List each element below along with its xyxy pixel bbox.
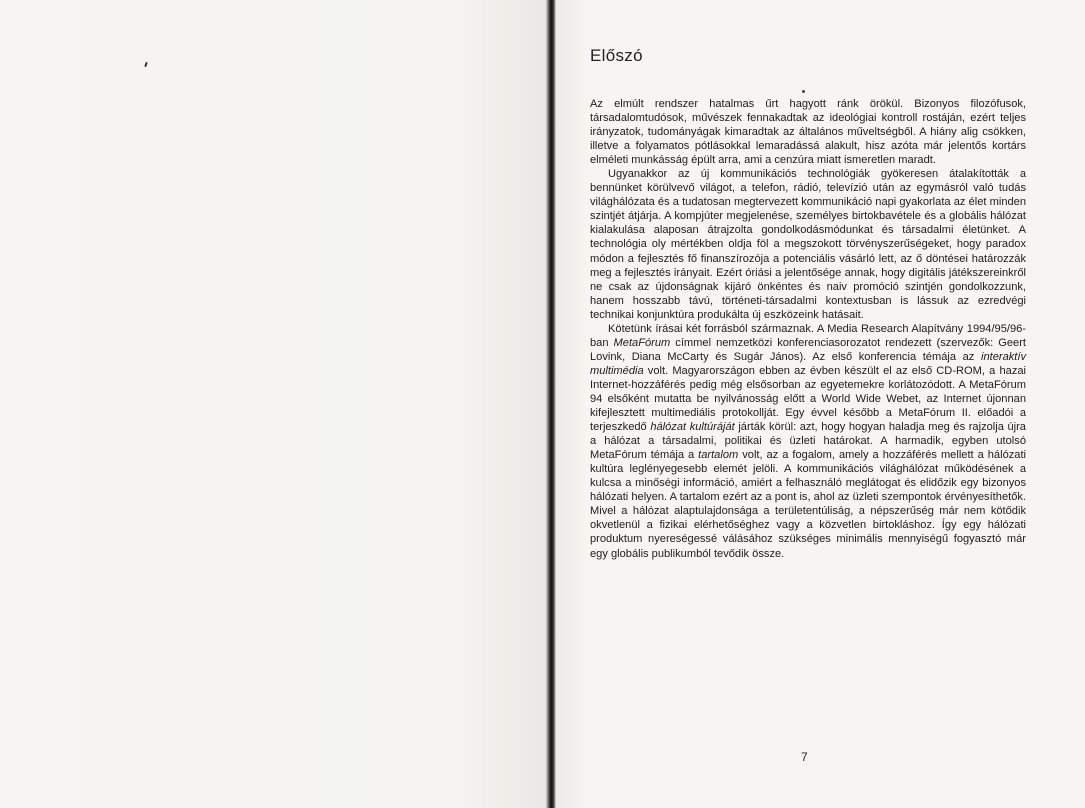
page-number: 7 xyxy=(801,750,808,764)
italic-term: interaktív multimédia xyxy=(590,350,1026,377)
paragraph-1: Az elmúlt rendszer hatalmas űrt hagyott ránk örökül. Bizonyos filozófusok, társadalomtudósok, művészek fennakadtak az ideológiai kontroll rostáján, ezért teljes irányzatok, tudományágak kimaradtak az általános műveltségből. A hiány alig csökken, illetve a folyamatos pótlásokkal lemaradássá alakult, hisz azóta már jelentős kortárs elméleti munkásság épült arra, ami a cenzúra miatt ismeretlen maradt. xyxy=(590,98,1026,167)
text-run: Kötetünk írásai két forrásból származnak. A Media Research Alapítvány 1994/95/96-ban xyxy=(590,322,1026,349)
ink-dot xyxy=(802,90,805,93)
italic-term: MetaFórum xyxy=(613,336,671,349)
text-run: volt. Magyarországon ebben az évben készült el az első CD-ROM, a hazai Internet-hozzáférés pedig még elsősorban az egyetemekre korlátozódott. A MetaFórum 94 elsőként mutatta be nyilvánosság előtt a World Wide Webet, az Internet újonnan kifejlesztett multimediális protokollját. Egy évvel később a MetaFórum II. előadói a terjeszkedő xyxy=(590,364,1026,434)
chapter-title: Előszó xyxy=(590,46,643,65)
italic-term: hálózat kultúráját xyxy=(650,421,735,434)
text-run: címmel nemzetközi konferenciasorozatot rendezett (szervezők: Geert Lovink, Diana McCarty és Sugár János). Az első konferencia témája az xyxy=(590,336,1026,363)
paragraph-3 xyxy=(590,322,1026,561)
body-text xyxy=(590,97,1026,561)
book-gutter xyxy=(546,0,556,808)
paragraph-2: Ugyanakkor az új kommunikációs technológiák gyökeresen átalakították a bennünket körülvevő világot, a telefon, rádió, televízió után az egymásról való tudás világhálózata és a tudatosan megtervezett kommunikáció napi gyakorlata az élet minden szintjét átjárja. A kompjúter megjelenése, személyes birtokbavétele és a globális hálózat kialakulása alaposan átrajzolta gondolkodásmódunkat és társadalmi életünket. A technológia oly mértékben oldja föl a megszokott törvényszerűségeket, hogy paradox módon a fejlesztés fő finanszírozója a potenciális vásárló lett, az ő döntései határozzák meg a fejlesztés irányait. Ezért óriási a jelentősége annak, hogy digitális játékszereinkről ne csak az újdonságnak kijáró önkéntes és naiv promóció szintjén gondolkozzunk, hanem hosszabb távú, történeti-társadalmi kontextusban is lássuk az ezredvégi technikai konjunktúra produkálta új eszközeink hatásait. xyxy=(590,168,1026,321)
text-run: volt, az a fogalom, amely a hozzáférés mellett a hálózati kultúra leglényegesebb elemét jelöli. A kommunikációs világhálózat működésének a kulcsa a minőségi információ, amiért a felhasználó meglátogat és elidőzik egy bizonyos hálózati helyen. A tartalom ezért az a pont is, ahol az üzleti szempontok érvényesíthetők. Mivel a hálózat alaptulajdonsága a területentúliság, a népszerűség már nem kötődik okvetlenül a fizikai elérhetőséghez vagy a közvetlen birtokláshoz. Így egy hálózati produktum nyereségessé válásához szükséges minimális mennyiségű fogyasztó már egy globális publikumból tevődik össze. xyxy=(590,449,1026,560)
ink-speck xyxy=(144,62,148,67)
italic-term: tartalom xyxy=(698,449,739,462)
text-run: járták körül: azt, hogy hogyan haladja meg és rajzolja újra a hálózat a társadalmi, politikai és üzleti határokat. A harmadik, egyben utolsó MetaFórum témája a xyxy=(590,421,1026,462)
